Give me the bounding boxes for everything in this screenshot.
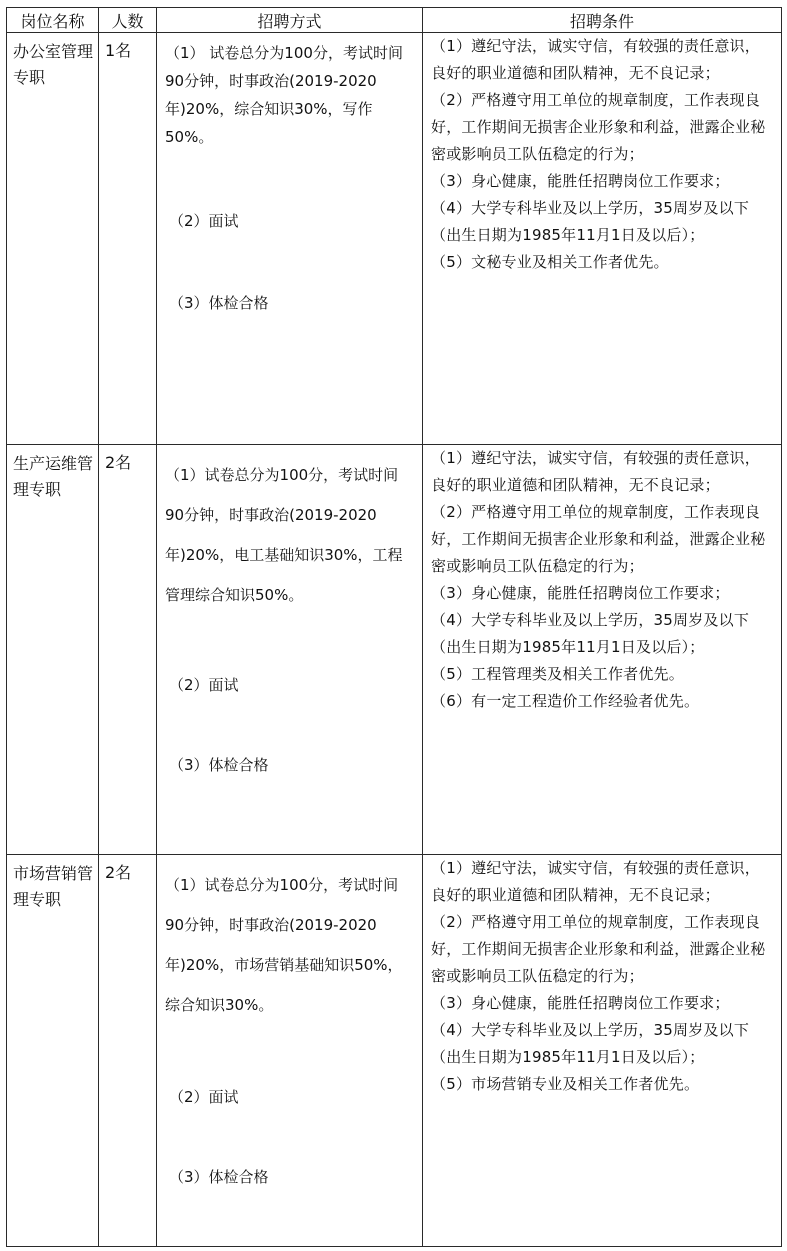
- cell-conditions: [423, 445, 782, 855]
- position-name: 办公室管理专职: [13, 42, 94, 87]
- condition-item: （5）文秘专业及相关工作者优先。: [431, 253, 669, 271]
- header-method: 招聘方式: [157, 8, 423, 33]
- condition-item: （3）身心健康，能胜任招聘岗位工作要求；: [431, 994, 730, 1012]
- cell-conditions: [423, 33, 782, 445]
- conditions-list: [423, 855, 781, 1098]
- method-physical-exam: （3）体检合格: [169, 1168, 269, 1186]
- position-count: 1名: [105, 41, 132, 60]
- condition-item: （4）大学专科毕业及以上学历，35周岁及以下（出生日期为1985年11月1日及以后）；: [431, 611, 750, 656]
- cell-method: [157, 33, 423, 445]
- method-written-exam: （1）试卷总分为100分，考试时间90分钟，时事政治(2019-2020年)20%，市场营销基础知识50%，综合知识30%。: [165, 876, 403, 1014]
- condition-item: （1）遵纪守法，诚实守信，有较强的责任意识，良好的职业道德和团队精神，无不良记录；: [431, 859, 760, 904]
- condition-item: （4）大学专科毕业及以上学历，35周岁及以下（出生日期为1985年11月1日及以后）；: [431, 1021, 750, 1066]
- condition-item: （6）有一定工程造价工作经验者优先。: [431, 692, 700, 710]
- position-count: 2名: [105, 453, 132, 472]
- method-physical-exam: （3）体检合格: [169, 294, 269, 312]
- condition-item: （3）身心健康，能胜任招聘岗位工作要求；: [431, 172, 730, 190]
- condition-item: （5）市场营销专业及相关工作者优先。: [431, 1075, 700, 1093]
- condition-item: （1）遵纪守法，诚实守信，有较强的责任意识，良好的职业道德和团队精神，无不良记录；: [431, 37, 760, 82]
- condition-item: （1）遵纪守法，诚实守信，有较强的责任意识，良好的职业道德和团队精神，无不良记录；: [431, 449, 760, 494]
- method-interview: （2）面试: [169, 676, 239, 694]
- cell-method: [157, 855, 423, 1247]
- method-physical-exam: （3）体检合格: [169, 756, 269, 774]
- method-written-exam: （1） 试卷总分为100分，考试时间90分钟，时事政治(2019-2020年)20%，综合知识30%，写作50%。: [165, 44, 403, 146]
- header-conditions: 招聘条件: [423, 8, 782, 33]
- header-row: [7, 8, 782, 33]
- table-row-marketing: [7, 855, 782, 1247]
- table-row-production: [7, 445, 782, 855]
- cell-conditions: [423, 855, 782, 1247]
- conditions-list: [423, 33, 781, 276]
- recruitment-table: [6, 7, 782, 1247]
- position-count: 2名: [105, 863, 132, 882]
- method-interview: （2）面试: [169, 212, 239, 230]
- condition-item: （3）身心健康，能胜任招聘岗位工作要求；: [431, 584, 730, 602]
- table-row-office: [7, 33, 782, 445]
- method-written-exam: （1）试卷总分为100分，考试时间90分钟，时事政治(2019-2020年)20%，电工基础知识30%，工程管理综合知识50%。: [165, 466, 403, 604]
- position-name: 市场营销管理专职: [13, 864, 94, 909]
- condition-item: （2）严格遵守用工单位的规章制度，工作表现良好，工作期间无损害企业形象和利益，泄露企业秘密或影响员工队伍稳定的行为；: [431, 913, 766, 985]
- cell-count: [99, 855, 157, 1247]
- cell-count: [99, 445, 157, 855]
- cell-position-name: [7, 855, 99, 1247]
- condition-item: （2）严格遵守用工单位的规章制度，工作表现良好，工作期间无损害企业形象和利益，泄露企业秘密或影响员工队伍稳定的行为；: [431, 503, 766, 575]
- condition-item: （2）严格遵守用工单位的规章制度，工作表现良好，工作期间无损害企业形象和利益，泄露企业秘密或影响员工队伍稳定的行为；: [431, 91, 766, 163]
- cell-position-name: [7, 445, 99, 855]
- conditions-list: [423, 445, 781, 715]
- cell-count: [99, 33, 157, 445]
- condition-item: （5）工程管理类及相关工作者优先。: [431, 665, 684, 683]
- cell-position-name: [7, 33, 99, 445]
- header-count: 人数: [99, 8, 157, 33]
- condition-item: （4）大学专科毕业及以上学历，35周岁及以下（出生日期为1985年11月1日及以后）；: [431, 199, 750, 244]
- method-interview: （2）面试: [169, 1088, 239, 1106]
- position-name: 生产运维管理专职: [13, 454, 94, 499]
- cell-method: [157, 445, 423, 855]
- header-position-name: 岗位名称: [7, 8, 99, 33]
